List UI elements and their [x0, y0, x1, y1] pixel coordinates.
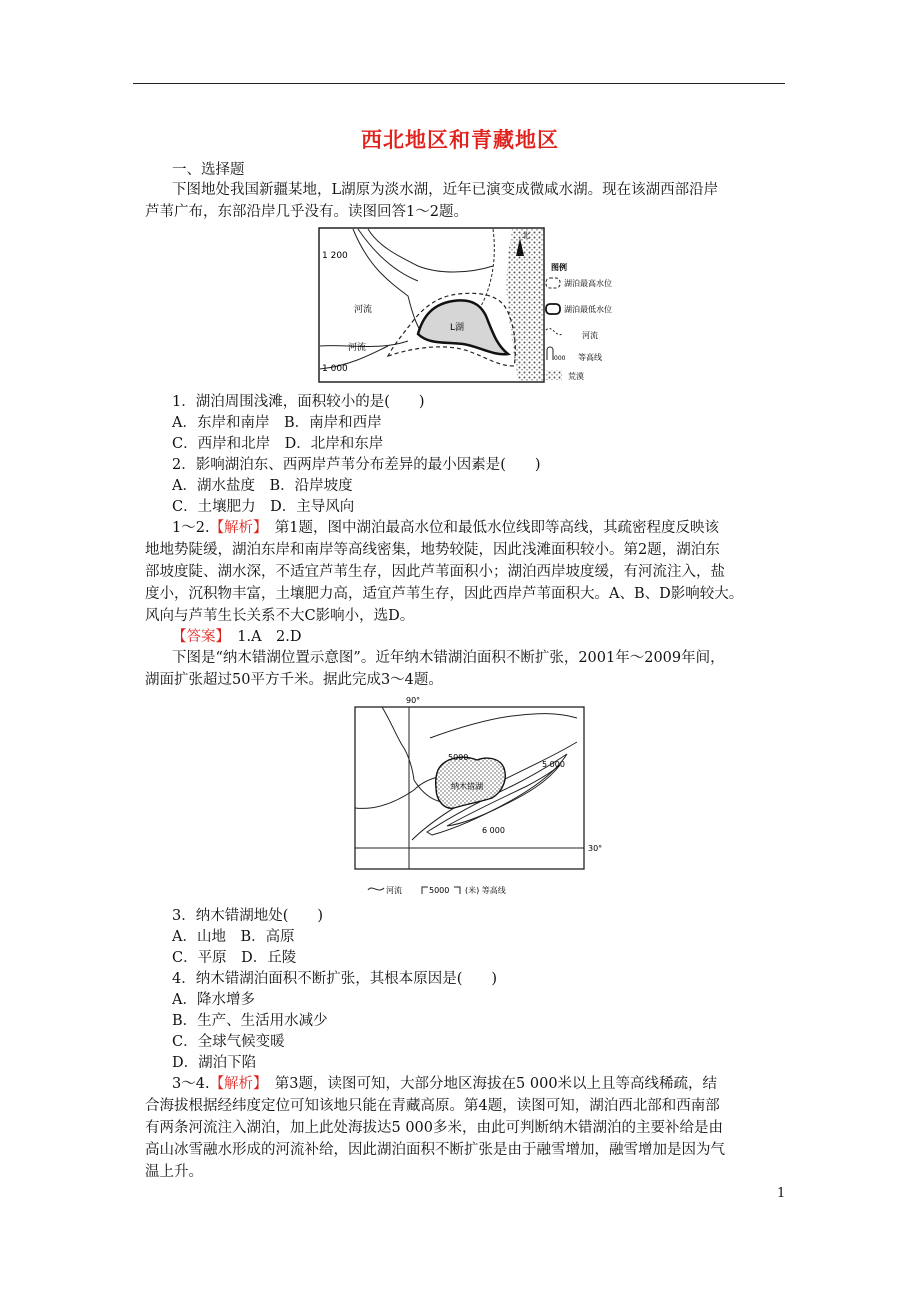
intro2-line-2: 湖面扩张超过50平方千米。据此完成3～4题。 — [145, 672, 443, 688]
question-2-options-cd: C．土壤肥力 D．主导风向 — [172, 499, 355, 515]
analysis-12-prefix: 1～2. — [172, 520, 210, 536]
header-rule — [133, 83, 785, 84]
analysis-34-line-4: 高山冰雪融水形成的河流补给，因此湖泊面积不断扩张是由于融雪增加，融雪增加是因为气 — [145, 1142, 725, 1158]
analysis-34-prefix: 3～4. — [172, 1076, 210, 1092]
question-4-option-a: A．降水增多 — [172, 992, 255, 1008]
intro1-line-2: 芦苇广布，东部沿岸几乎没有。读图回答1～2题。 — [145, 204, 468, 220]
legend-river-icon — [546, 328, 562, 334]
contour-label-1200: 1 200 — [322, 251, 348, 261]
question-1-options-ab: A．东岸和南岸 B．南岸和西岸 — [172, 415, 382, 431]
legend-title: 图例 — [551, 263, 567, 272]
analysis-12-line-5: 风向与芦苇生长关系不大C影响小，选D。 — [145, 608, 415, 624]
longitude-label: 90° — [406, 696, 421, 705]
analysis-12-line-1 — [172, 518, 719, 538]
question-1-options-cd: C．西岸和北岸 D．北岸和东岸 — [172, 436, 384, 452]
legend-high-water-icon — [546, 278, 560, 288]
question-3-options-cd: C．平原 D．丘陵 — [172, 950, 297, 966]
question-4: 4．纳木错湖泊面积不断扩张，其根本原因是( ) — [172, 971, 498, 987]
analysis-34-line-3: 有两条河流注入湖泊，加上此处海拔达5 000多米，由此可判断纳木错湖泊的主要补给是由 — [145, 1120, 724, 1136]
analysis-12-tag: 【解析】 — [209, 520, 261, 536]
intro1-line-1: 下图地处我国新疆某地，L湖原为淡水湖，近年已演变成微咸水湖。现在该湖西部沿岸 — [172, 182, 719, 198]
legend-contour: 等高线 — [578, 353, 602, 362]
map-l-lake — [318, 226, 612, 386]
legend-contour-value: 000 — [554, 355, 566, 362]
page-title: 西北地区和青藏地区 — [361, 127, 559, 152]
analysis-34-tag: 【解析】 — [209, 1076, 261, 1092]
analysis-12-line-4: 度小，沉积物丰富，土壤肥力高，适宜芦苇生存，因此西岸芦苇面积大。A、B、D影响较大。 — [145, 586, 744, 602]
legend-river-icon-2 — [368, 888, 384, 890]
analysis-12-text-1: 第1题，图中湖泊最高水位和最低水位线即等高线，其疏密程度反映该 — [260, 520, 720, 536]
legend-contour-icon-2b — [454, 887, 460, 894]
contour-label-6000: 6 000 — [482, 826, 505, 835]
legend-contour-2: (米) 等高线 — [465, 886, 506, 895]
legend-river-2: 河流 — [386, 886, 402, 895]
intro2-line-1: 下图是“纳木错湖位置示意图”。近年纳木错湖泊面积不断扩张，2001年～2009年间， — [172, 650, 725, 666]
answer-12 — [172, 627, 302, 647]
analysis-34-text-1: 第3题，读图可知，大部分地区海拔在5 000米以上且等高线稀疏，结 — [260, 1076, 718, 1092]
question-1: 1．湖泊周围浅滩，面积较小的是( ) — [172, 394, 425, 410]
contour-label-5000-b: 5 000 — [542, 760, 565, 769]
legend-desert: 荒漠 — [568, 372, 584, 381]
analysis-34-line-2: 合海拔根据经纬度定位可知该地只能在青藏高原。第4题，读图可知，湖泊西北部和西南部 — [145, 1098, 720, 1114]
analysis-12-line-2: 地地势陡缓，湖泊东岸和南岸等高线密集，地势较陡，因此浅滩面积较小。第2题，湖泊东 — [145, 542, 720, 558]
question-4-option-b: B．生产、生活用水减少 — [172, 1013, 328, 1029]
section-heading: 一、选择题 — [172, 162, 245, 178]
question-3: 3．纳木错湖地处( ) — [172, 908, 324, 924]
question-2-options-ab: A．湖水盐度 B．沿岸坡度 — [172, 478, 353, 494]
question-3-options-ab: A．山地 B．高原 — [172, 929, 295, 945]
legend-contour-value-2: 5000 — [429, 886, 450, 895]
analysis-34-line-5: 温上升。 — [145, 1164, 203, 1180]
legend-high-water: 湖泊最高水位 — [564, 279, 612, 288]
lake-label: L湖 — [450, 323, 465, 333]
legend-contour-icon — [547, 347, 553, 360]
north-label: 北 — [522, 231, 530, 240]
legend-low-water-icon — [546, 304, 560, 314]
river-label-1: 河流 — [354, 305, 373, 315]
map-namco-lake — [352, 690, 612, 902]
question-4-option-c: C．全球气候变暖 — [172, 1034, 285, 1050]
answer-12-text: 1.A 2.D — [222, 629, 302, 645]
contour-label-1000: 1 000 — [322, 364, 348, 374]
latitude-label: 30° — [588, 844, 603, 853]
legend-desert-icon — [546, 370, 562, 380]
river-label-2: 河流 — [348, 343, 367, 353]
analysis-34-line-1 — [172, 1074, 717, 1094]
page-number: 1 — [777, 1186, 786, 1201]
contour-label-5000-a: 5000 — [448, 753, 469, 762]
legend-contour-icon-2 — [422, 887, 428, 894]
question-2: 2．影响湖泊东、西两岸芦苇分布差异的最小因素是( ) — [172, 457, 541, 473]
analysis-12-line-3: 部坡度陡、湖水深，不适宜芦苇生存，因此芦苇面积小；湖泊西岸坡度缓，有河流注入，盐 — [145, 564, 725, 580]
lake-label-namco: 纳木错湖 — [451, 782, 483, 791]
question-4-option-d: D．湖泊下陷 — [172, 1055, 257, 1071]
answer-12-tag: 【答案】 — [172, 629, 223, 645]
legend-river: 河流 — [582, 331, 598, 340]
legend-low-water: 湖泊最低水位 — [564, 305, 612, 314]
